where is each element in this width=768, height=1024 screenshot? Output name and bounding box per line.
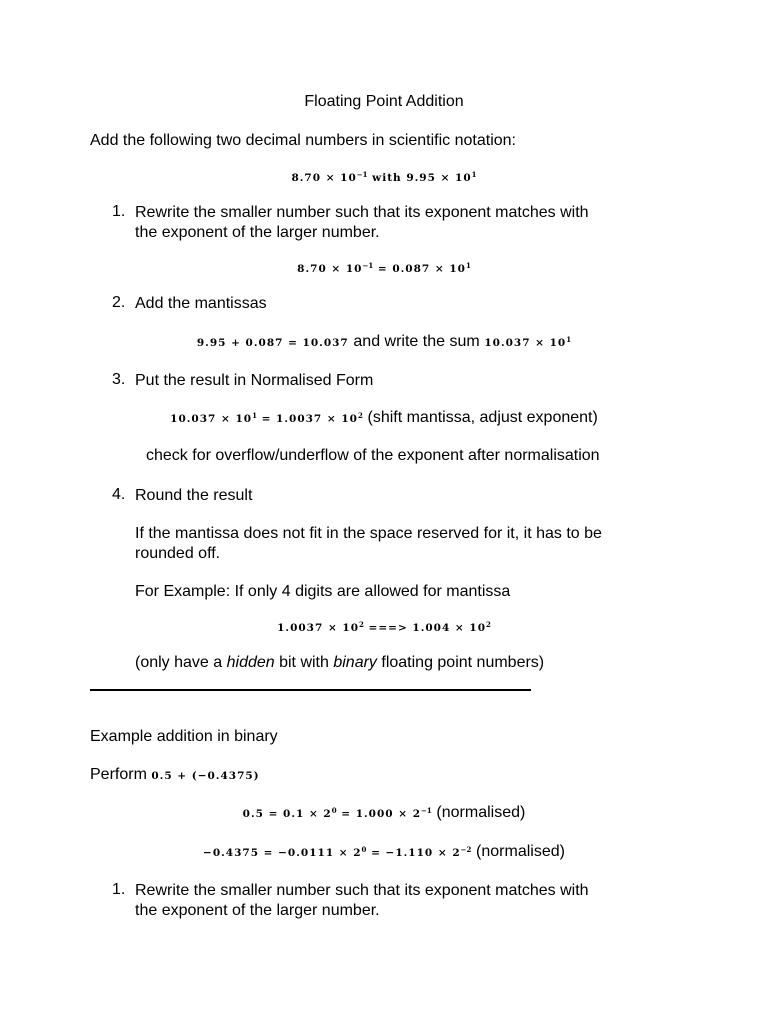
step2-expr-result-exp: 1: [566, 335, 572, 344]
binary-step1-number: 1.: [112, 881, 126, 898]
binary-line1-note: (normalised): [436, 804, 526, 821]
step4-note-binary: binary: [333, 654, 377, 671]
intro-text: Add the following two decimal numbers in scientific notation:: [90, 132, 516, 149]
binary-step1-line1: Rewrite the smaller number such that its exponent matches with: [135, 882, 589, 899]
binary-line1-exp1: 0: [331, 806, 337, 815]
step3-text: Put the result in Normalised Form: [135, 372, 374, 389]
step1-expr-mid: = 0.087 × 10: [377, 263, 466, 275]
step3-expr-mid-exp: 2: [357, 411, 363, 420]
step1-line2: the exponent of the larger number.: [135, 224, 380, 241]
step4-note: [135, 653, 544, 673]
step4-expr-mid-exp: 2: [486, 620, 491, 629]
expr-b-exp: 1: [471, 170, 477, 179]
step4-note-b: bit with: [274, 654, 334, 671]
perform-expression: 0.5 + (−0.4375): [151, 770, 260, 782]
binary-line2: [0, 843, 768, 861]
step3-expr-mid: = 1.0037 × 10: [261, 413, 358, 425]
step4-expr-left-exp: 2: [359, 620, 364, 629]
step4-note-a: (only have a: [135, 654, 227, 671]
step3-expr-left-exp: 1: [252, 411, 257, 420]
step4-line2: rounded off.: [135, 545, 221, 562]
binary-step1-line2: the exponent of the larger number.: [135, 902, 380, 919]
expr-b-base: × 10: [440, 172, 472, 184]
step2-expr-sum: 9.95 + 0.087 = 10.037: [196, 337, 349, 349]
page-title: Floating Point Addition: [304, 93, 464, 110]
step2-expr-text: and write the sum: [353, 333, 480, 350]
step4-expr-left: 1.0037 × 10: [277, 622, 360, 634]
binary-line2-note: (normalised): [476, 843, 565, 860]
perform-label: Perform: [90, 766, 147, 783]
step3-check: check for overflow/underflow of the exponent after normalisation: [146, 447, 600, 464]
expr-with: with: [372, 172, 402, 184]
step3-expr-note: (shift mantissa, adjust exponent): [367, 409, 598, 426]
step4-note-c: floating point numbers): [376, 654, 545, 671]
step1-expr-left: 8.70 × 10: [297, 263, 363, 275]
step3-expression: [0, 409, 768, 427]
step4-number: 4.: [112, 486, 126, 503]
step1-expr-right-exp: 1: [465, 261, 471, 270]
binary-heading: Example addition in binary: [90, 728, 278, 745]
step4-text: Round the result: [135, 487, 253, 504]
step4-expression: [0, 620, 768, 634]
step4-expr-mid: ===> 1.004 × 10: [368, 622, 486, 634]
expr-a-base: × 10: [325, 172, 357, 184]
intro-expression: [0, 170, 768, 184]
binary-line2-expr: −0.4375 = −0.0111 × 2: [203, 847, 362, 859]
step3-number: 3.: [112, 371, 126, 388]
step4-example: For Example: If only 4 digits are allowed for mantissa: [135, 583, 511, 600]
section-divider: [90, 689, 531, 691]
binary-perform: [90, 766, 260, 784]
step2-expression: [0, 333, 768, 351]
step1-number: 1.: [112, 203, 126, 220]
step1-expr-left-exp: −1: [362, 261, 374, 270]
binary-line2-mid: = −1.110 × 2: [371, 847, 461, 859]
step1-line1: Rewrite the smaller number such that its exponent matches with: [135, 204, 589, 221]
binary-line2-exp2: −2: [460, 845, 472, 854]
expr-a-mantissa: 8.70: [291, 172, 322, 184]
expr-a-exp: −1: [356, 170, 368, 179]
binary-line1-expr: 0.5 = 0.1 × 2: [242, 808, 332, 820]
binary-line1: [0, 804, 768, 822]
binary-line1-mid: = 1.000 × 2: [341, 808, 421, 820]
step2-number: 2.: [112, 294, 126, 311]
step2-text: Add the mantissas: [135, 295, 267, 312]
step3-expr-left: 10.037 × 10: [170, 413, 253, 425]
step2-expr-result: 10.037 × 10: [484, 337, 567, 349]
expr-b-mantissa: 9.95: [406, 172, 436, 184]
binary-line1-exp2: −1: [421, 806, 432, 815]
step1-expression: [0, 261, 768, 275]
step4-note-hidden: hidden: [226, 654, 275, 671]
binary-line2-exp1: 0: [361, 845, 367, 854]
step4-line1: If the mantissa does not fit in the space reserved for it, it has to be: [135, 525, 602, 542]
